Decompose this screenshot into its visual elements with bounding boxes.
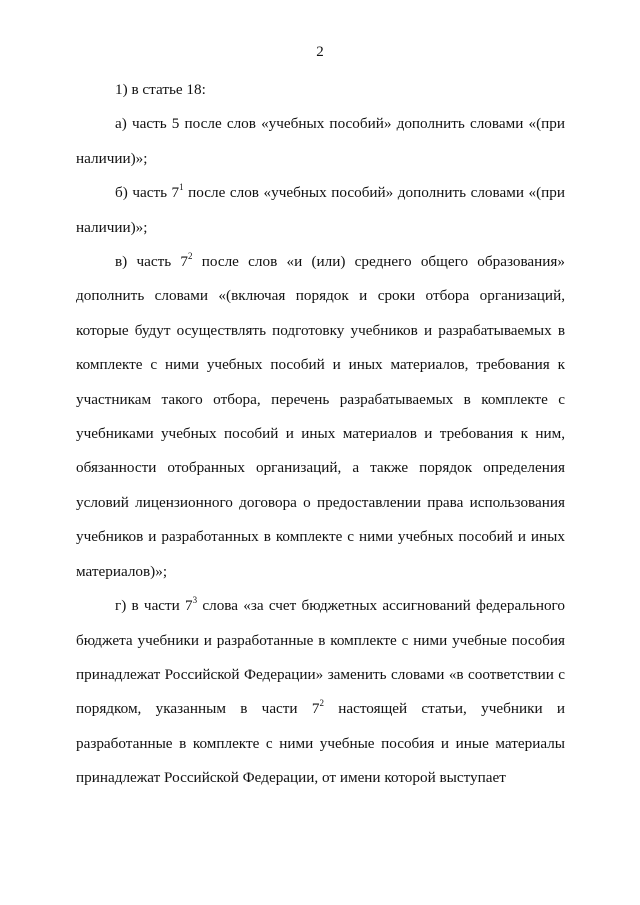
paragraph-item-a xyxy=(76,107,565,176)
paragraph-item-v xyxy=(76,245,565,589)
superscript: 2 xyxy=(319,698,324,709)
paragraph-article-18 xyxy=(76,73,565,107)
page-number: 2 xyxy=(316,44,324,60)
paragraph-text: слова «за счет бюджетных ассигнований федерального бюджета учебники и разработанные в комплекте с ними учебные пособия принадлежат Российской Федерации» заменить словами «в соответствии с порядком, указанным в части 7 xyxy=(76,597,565,718)
paragraph-item-g xyxy=(76,589,565,795)
paragraph-text: после слов «учебных пособий» дополнить словами «(при наличии)»; xyxy=(76,184,565,236)
paragraph-text: после слов «и (или) среднего общего образования» дополнить словами «(включая порядок и сроки отбора организаций, которые будут осуществлять подготовку учебников и разрабатываемых в комплекте с ними учебных пособий и иных материалов, требования к участникам такого отбора, перечень разрабатываемых в комплекте с учебниками учебных пособий и иных материалов и требования к ним, обязанности отобранных организаций, а также порядок определения условий лицензионного договора о предоставлении права использования учебников и разработанных в комплекте с ними учебных пособий и иных материалов)»; xyxy=(76,253,565,580)
superscript: 1 xyxy=(179,182,184,193)
paragraph-text: г) в части 7 xyxy=(115,597,193,615)
superscript: 2 xyxy=(188,250,193,261)
paragraph-text: а) часть 5 после слов «учебных пособий» дополнить словами «(при наличии)»; xyxy=(76,115,565,167)
paragraph-text: 1) в статье 18: xyxy=(115,81,206,98)
paragraph-item-b xyxy=(76,176,565,245)
superscript: 3 xyxy=(192,595,198,606)
document-body xyxy=(76,73,565,796)
paragraph-text: настоящей статьи, учебники и разработанные в комплекте с ними учебные пособия и иные материалы принадлежат Российской Федерации, от имени которой выступает xyxy=(76,700,565,787)
paragraph-text: б) часть 7 xyxy=(115,184,180,202)
paragraph-text: в) часть 7 xyxy=(115,253,189,271)
